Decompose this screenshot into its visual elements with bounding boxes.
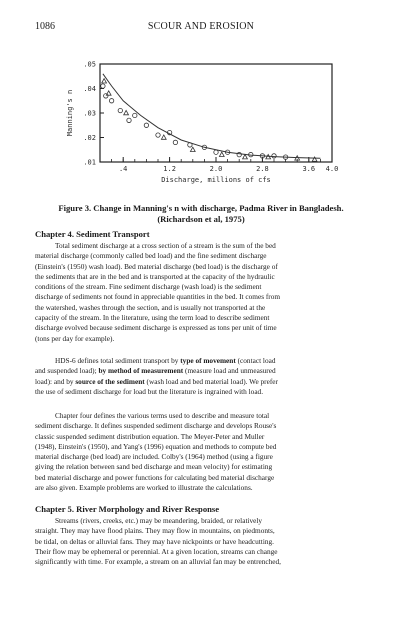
- text-line: material discharge (commonly called bed load) and the fine sediment discharge: [35, 251, 267, 261]
- data-point-circle: [104, 94, 108, 98]
- text-line: material discharge (bed load) are included. Colby's (1964) method (using a figure: [35, 452, 273, 462]
- text-run: load): and by: [35, 376, 76, 386]
- text-line: capacity of the stream. In the literature, using the term load to describe sediment: [35, 313, 270, 323]
- data-point-circle: [188, 143, 192, 147]
- y-tick-label: .04: [83, 85, 96, 93]
- text-line: giving the relation between sand bed discharge and mean velocity) for estimating: [35, 462, 273, 472]
- y-tick-label: .01: [83, 158, 96, 167]
- data-point-circle: [156, 133, 160, 137]
- chart-axes: [83, 61, 338, 174]
- data-point-triangle: [161, 135, 166, 139]
- text-run: and suspended load);: [35, 366, 99, 376]
- text-line: Streams (rivers, creeks, etc.) may be meandering, braided, or relatively: [55, 516, 263, 525]
- y-tick-label: .05: [83, 60, 96, 69]
- data-point-circle: [272, 154, 276, 158]
- chapter-4-paragraph-3: [35, 411, 367, 493]
- text-line: classic suspended sediment distribution equation. The Meyer-Peter and Muller: [35, 431, 265, 441]
- text-line: Their flow may be ephemeral or perennial. At a given location, streams can change: [35, 546, 278, 556]
- page-number: 1086: [35, 21, 55, 32]
- data-point-circle: [109, 99, 113, 103]
- text-line: (Einstein's (1950) wash load). Bed material discharge (bed load) is the discharge of: [35, 261, 278, 271]
- text-line: are also given. Example problems are worked to illustrate the calculations.: [35, 483, 253, 493]
- figure-caption: [35, 203, 367, 225]
- chapter-4-paragraph-1: [35, 241, 367, 344]
- chart-svg: [60, 52, 350, 202]
- page-header: [35, 21, 367, 35]
- data-point-circle: [173, 140, 177, 144]
- chart-y-label: Manning's n: [66, 89, 74, 137]
- x-tick-label: 3.6: [302, 165, 316, 173]
- text-line: the watershed, washes through the section, and is usually not transported at the: [35, 302, 266, 312]
- fit-curve: [103, 74, 321, 159]
- text-line: conditions of the stream. Fine sediment discharge (wash load) is the sediment: [35, 282, 262, 292]
- data-point-circle: [237, 152, 241, 156]
- text-line: Total sediment discharge at a cross section of a stream is the sum of the bed: [55, 241, 276, 250]
- text-line: [35, 366, 367, 376]
- running-head: SCOUR AND EROSION: [147, 21, 255, 32]
- chart-x-label: Discharge, millions of cfs: [161, 176, 271, 184]
- caption-line: Figure 3. Change in Manning's n with discharge, Padma River in Bangladesh.: [58, 203, 344, 213]
- text-line: bed material discharge and power functions for calculating bed material discharge: [35, 472, 275, 482]
- text-line: Chapter four defines the various terms used to describe and measure total: [55, 411, 270, 420]
- data-point-triangle: [106, 91, 111, 95]
- y-tick-label: .02: [83, 134, 96, 142]
- bold-term: type of movement: [180, 356, 236, 365]
- chapter-5-title: Chapter 5. River Morphology and River Response: [35, 504, 220, 514]
- text-line: (tons per day for example).: [35, 333, 115, 343]
- text-line: sediment discharge. It defines suspended sediment discharge and develops Rouse's: [35, 421, 277, 431]
- text-run: (contact load: [235, 356, 276, 365]
- text-run: HDS-6 defines total sediment transport by: [55, 356, 181, 365]
- chapter-4-paragraph-2: [35, 356, 367, 397]
- data-point-circle: [144, 123, 148, 127]
- x-tick-label: 4.0: [325, 165, 339, 173]
- data-point-triangle: [124, 110, 129, 114]
- x-tick-label: .4: [118, 165, 128, 173]
- chart-marks: [101, 74, 321, 162]
- data-point-circle: [127, 118, 131, 122]
- text-line: discharge evolved because sediment discharge is expressed as tons per unit of time: [35, 323, 277, 333]
- caption-line: (Richardson et al, 1975): [157, 214, 245, 224]
- bold-term: source of the sediment: [75, 376, 145, 386]
- text-line: [35, 356, 367, 366]
- text-line: the use of sediment discharge for load but the literature is ingrained with load.: [35, 386, 264, 396]
- text-line: (1948), Einstein's (1950), and Yang's (1996) equation and methods to compute bed: [35, 441, 277, 451]
- data-point-triangle: [219, 152, 224, 156]
- data-point-circle: [133, 113, 137, 117]
- text-line: the sediments that are in the bed and is transported at the capacity of the hydraulic: [35, 271, 275, 281]
- text-line: discharge of sediments not found in appreciable quantities in the bed. It comes from: [35, 292, 281, 302]
- y-tick-label: .03: [83, 109, 96, 118]
- figure-chart: [60, 52, 350, 212]
- chapter-5-paragraph-1: [35, 516, 367, 567]
- data-point-circle: [118, 108, 122, 112]
- data-point-triangle: [190, 147, 195, 151]
- x-tick-label: 2.0: [209, 165, 223, 173]
- text-line: be tidal, on deltas or alluvial fans. They may have nickpoints or have headcutting.: [35, 536, 274, 546]
- x-tick-label: 1.2: [163, 165, 176, 173]
- bold-term: by method of measurement: [98, 366, 184, 376]
- data-point-triangle: [243, 155, 248, 159]
- chapter-4-title: Chapter 4. Sediment Transport: [35, 229, 150, 239]
- data-point-triangle: [102, 79, 107, 83]
- data-point-circle: [214, 150, 218, 154]
- text-line: [35, 377, 367, 387]
- x-tick-label: 2.8: [256, 165, 269, 173]
- text-line: significantly with time. For example, a stream on an alluvial fan may be entrenched,: [35, 557, 281, 567]
- data-point-circle: [101, 84, 105, 88]
- text-run: (measure load and unmeasured: [183, 366, 276, 376]
- text-run: (wash load and bed material load). We prefer: [144, 376, 278, 386]
- text-line: straight. They may have flood plains. They may flow in mountains, on piedmonts,: [35, 526, 275, 536]
